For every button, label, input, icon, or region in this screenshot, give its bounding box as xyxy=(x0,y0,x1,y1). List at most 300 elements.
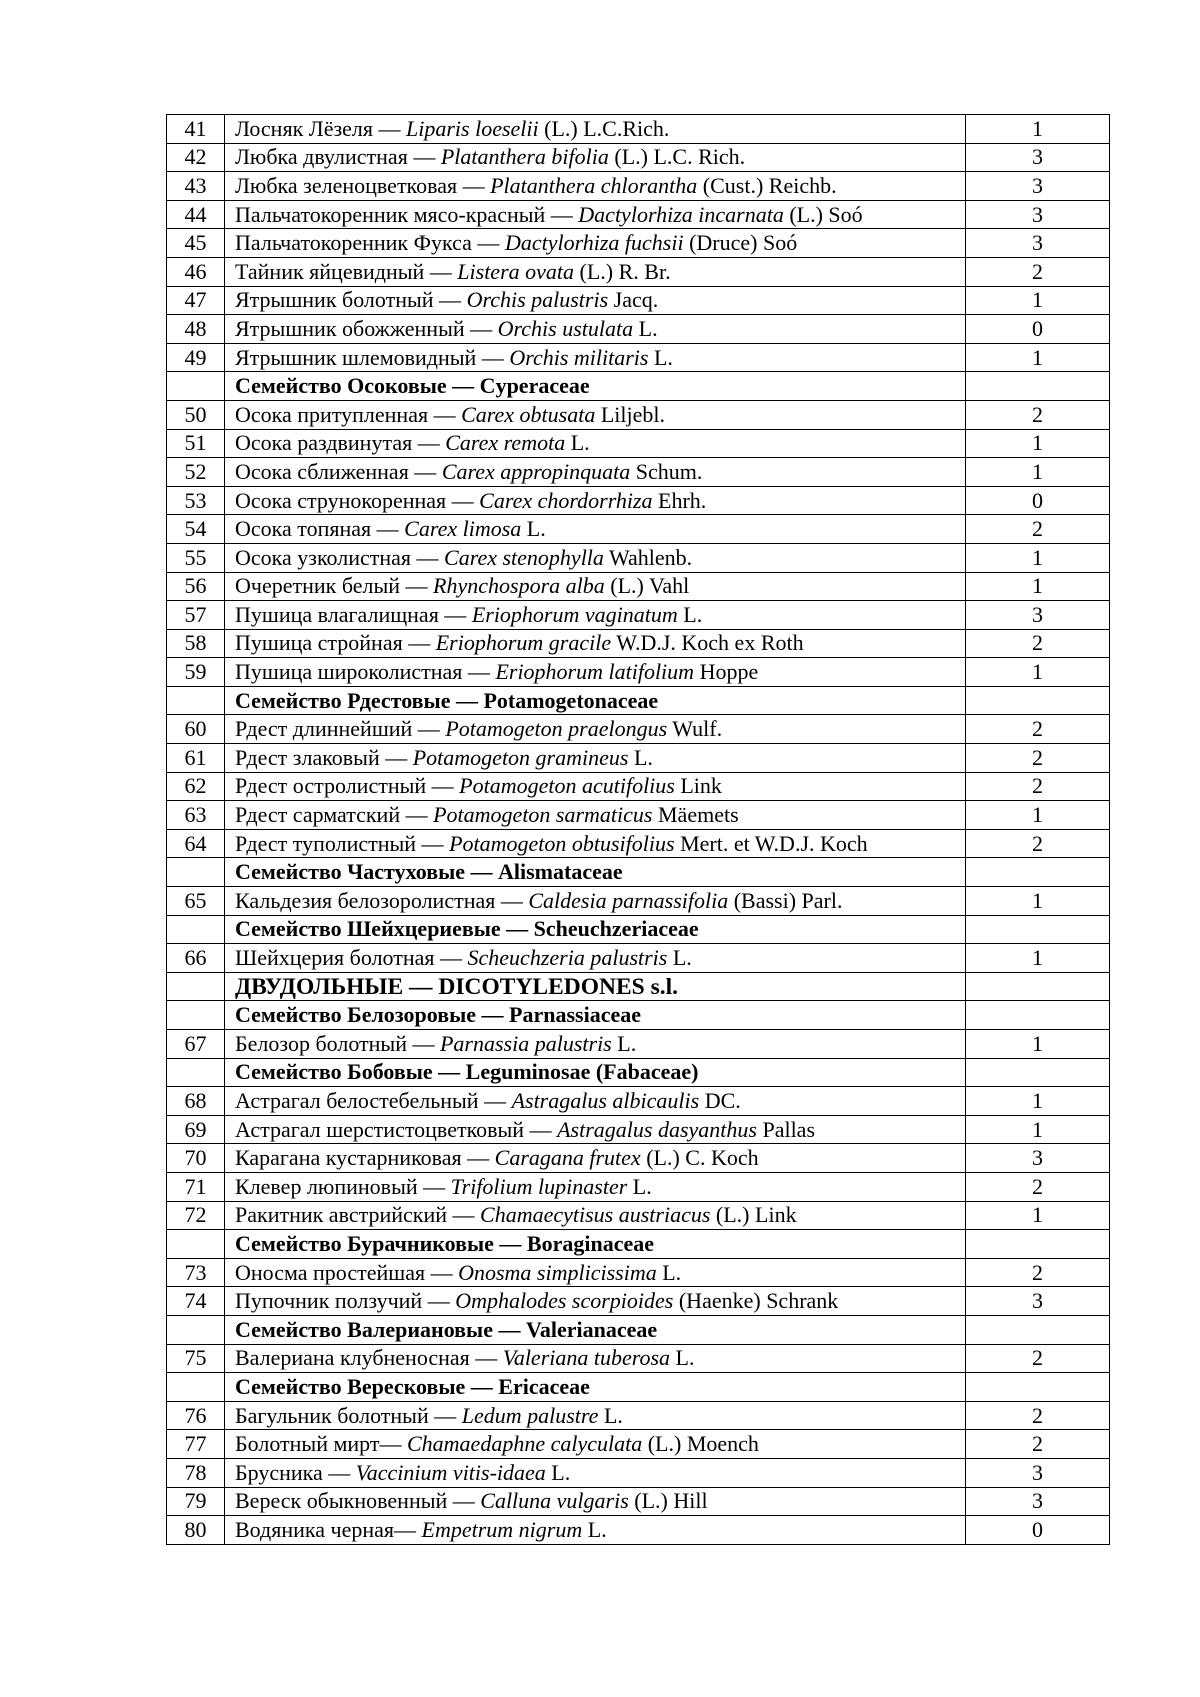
row-number-cell: 53 xyxy=(167,486,225,515)
row-number-cell: 67 xyxy=(167,1030,225,1059)
species-row xyxy=(167,601,1110,630)
row-number-cell: 45 xyxy=(167,229,225,258)
author-citation: L. xyxy=(667,945,692,971)
taxon-name-cell xyxy=(225,229,966,258)
species-row xyxy=(167,486,1110,515)
taxon-name-cell: Семейство Вересковые — Ericaceae xyxy=(225,1373,966,1402)
score-cell: 0 xyxy=(966,1516,1110,1545)
row-number-cell: 54 xyxy=(167,515,225,544)
row-number-cell xyxy=(167,915,225,944)
author-citation: L. xyxy=(670,1345,695,1371)
taxon-name-cell xyxy=(225,200,966,229)
score-cell xyxy=(966,1230,1110,1259)
score-cell: 1 xyxy=(966,343,1110,372)
row-number-cell xyxy=(167,972,225,1001)
taxon-name-cell xyxy=(225,829,966,858)
taxon-name-cell xyxy=(225,1516,966,1545)
row-number-cell: 78 xyxy=(167,1458,225,1487)
russian-name: Тайник яйцевидный — xyxy=(235,258,458,284)
latin-name: Dactylorhiza fuchsii xyxy=(504,230,684,256)
species-row xyxy=(167,1287,1110,1316)
taxon-name-cell xyxy=(225,1144,966,1173)
row-number-cell: 75 xyxy=(167,1344,225,1373)
taxon-name-cell xyxy=(225,658,966,687)
score-cell: 1 xyxy=(966,458,1110,487)
score-cell: 1 xyxy=(966,286,1110,315)
taxon-name-cell xyxy=(225,543,966,572)
taxon-name-cell: Семейство Белозоровые — Parnassiaceae xyxy=(225,1001,966,1030)
score-cell: 3 xyxy=(966,1144,1110,1173)
family-header-row xyxy=(167,1373,1110,1402)
author-citation: L. xyxy=(677,601,703,627)
species-table-body xyxy=(167,115,1110,1545)
author-citation: (L.) Moench xyxy=(642,1431,759,1457)
author-citation: L. xyxy=(648,344,673,370)
author-citation: L. xyxy=(611,1030,637,1056)
russian-name: Водяника черная— xyxy=(235,1516,422,1542)
russian-name: Ятрышник шлемовидный — xyxy=(235,344,510,370)
author-citation: Liljebl. xyxy=(595,401,665,427)
score-cell: 1 xyxy=(966,429,1110,458)
species-row xyxy=(167,658,1110,687)
russian-name: Пушица широколистная — xyxy=(235,659,496,685)
species-row xyxy=(167,944,1110,973)
latin-name: Caragana frutex xyxy=(494,1145,641,1171)
author-citation: L. xyxy=(582,1516,607,1542)
taxon-name-cell xyxy=(225,1201,966,1230)
row-number-cell: 69 xyxy=(167,1115,225,1144)
score-cell: 2 xyxy=(966,1430,1110,1459)
latin-name: Omphalodes scorpioides xyxy=(455,1288,674,1314)
latin-name: Carex obtusata xyxy=(461,401,596,427)
latin-name: Scheuchzeria palustris xyxy=(467,945,668,971)
score-cell: 2 xyxy=(966,829,1110,858)
taxon-name-cell: Семейство Частуховые — Alismataceae xyxy=(225,858,966,887)
author-citation: L. xyxy=(598,1402,623,1428)
row-number-cell xyxy=(167,372,225,401)
russian-name: Осока струнокоренная — xyxy=(235,487,480,513)
latin-name: Listera ovata xyxy=(457,258,575,284)
russian-name: Рдест туполистный — xyxy=(235,830,450,856)
species-row xyxy=(167,1087,1110,1116)
taxon-name-cell xyxy=(225,172,966,201)
russian-name: Оносма простейшая — xyxy=(235,1259,459,1285)
taxon-name-cell xyxy=(225,400,966,429)
row-number-cell: 47 xyxy=(167,286,225,315)
species-row xyxy=(167,887,1110,916)
species-row xyxy=(167,715,1110,744)
russian-name: Осока притупленная — xyxy=(235,401,462,427)
latin-name: Valeriana tuberosa xyxy=(502,1345,671,1371)
species-row xyxy=(167,744,1110,773)
score-cell: 1 xyxy=(966,658,1110,687)
taxon-name-cell xyxy=(225,429,966,458)
species-row xyxy=(167,1430,1110,1459)
latin-name: Astragalus albicaulis xyxy=(511,1087,700,1113)
taxon-name-cell xyxy=(225,115,966,144)
row-number-cell: 73 xyxy=(167,1258,225,1287)
row-number-cell xyxy=(167,1230,225,1259)
author-citation: (Haenke) Schrank xyxy=(673,1288,839,1314)
score-cell: 2 xyxy=(966,1172,1110,1201)
latin-name: Carex remota xyxy=(445,430,566,456)
species-row xyxy=(167,172,1110,201)
russian-name: Пальчатокоренник мясо-красный — xyxy=(235,201,579,227)
score-cell: 3 xyxy=(966,229,1110,258)
row-number-cell: 65 xyxy=(167,887,225,916)
taxon-name-cell xyxy=(225,772,966,801)
latin-name: Liparis loeselii xyxy=(406,115,539,141)
species-row xyxy=(167,1401,1110,1430)
species-table xyxy=(166,114,1110,1545)
taxon-name-cell xyxy=(225,1087,966,1116)
row-number-cell: 66 xyxy=(167,944,225,973)
author-citation: Link xyxy=(674,773,722,799)
latin-name: Potamogeton obtusifolius xyxy=(449,830,675,856)
species-row xyxy=(167,429,1110,458)
family-header-row xyxy=(167,1315,1110,1344)
author-citation: (L.) Link xyxy=(710,1202,797,1228)
score-cell: 3 xyxy=(966,1487,1110,1516)
score-cell: 2 xyxy=(966,715,1110,744)
taxon-name-cell xyxy=(225,315,966,344)
row-number-cell xyxy=(167,858,225,887)
score-cell: 2 xyxy=(966,772,1110,801)
score-cell xyxy=(966,1373,1110,1402)
author-citation: Mert. et W.D.J. Koch xyxy=(674,830,868,856)
russian-name: Брусника — xyxy=(235,1459,356,1485)
russian-name: Шейхцерия болотная — xyxy=(235,945,468,971)
taxon-name-cell xyxy=(225,1458,966,1487)
score-cell xyxy=(966,1001,1110,1030)
russian-name: Астрагал шерстистоцветковый — xyxy=(235,1116,558,1142)
taxon-name-cell xyxy=(225,715,966,744)
taxon-name-cell xyxy=(225,629,966,658)
row-number-cell xyxy=(167,1001,225,1030)
taxon-name-cell xyxy=(225,1115,966,1144)
author-citation: Hoppe xyxy=(694,659,759,685)
author-citation: L. xyxy=(633,315,658,341)
russian-name: Пальчатокоренник Фукса — xyxy=(235,230,505,256)
row-number-cell: 62 xyxy=(167,772,225,801)
taxon-name-cell xyxy=(225,744,966,773)
latin-name: Caldesia parnassifolia xyxy=(528,887,729,913)
row-number-cell: 70 xyxy=(167,1144,225,1173)
latin-name: Astragalus dasyanthus xyxy=(557,1116,757,1142)
score-cell: 2 xyxy=(966,629,1110,658)
latin-name: Potamogeton gramineus xyxy=(412,744,629,770)
russian-name: Любка двулистная — xyxy=(235,144,441,170)
score-cell: 2 xyxy=(966,1344,1110,1373)
row-number-cell: 44 xyxy=(167,200,225,229)
latin-name: Carex limosa xyxy=(404,516,522,542)
taxon-name-cell xyxy=(225,801,966,830)
row-number-cell: 55 xyxy=(167,543,225,572)
russian-name: Валериана клубненосная — xyxy=(235,1345,503,1371)
russian-name: Любка зеленоцветковая — xyxy=(235,172,491,198)
author-citation: Wulf. xyxy=(667,716,723,742)
author-citation: L. xyxy=(521,516,546,542)
score-cell xyxy=(966,915,1110,944)
class-header-row xyxy=(167,972,1110,1001)
species-row xyxy=(167,1344,1110,1373)
row-number-cell: 43 xyxy=(167,172,225,201)
row-number-cell xyxy=(167,686,225,715)
author-citation: L. xyxy=(627,1173,652,1199)
family-header-row xyxy=(167,686,1110,715)
latin-name: Dactylorhiza incarnata xyxy=(578,201,784,227)
latin-name: Carex appropinquata xyxy=(441,458,631,484)
latin-name: Eriophorum vaginatum xyxy=(471,601,678,627)
species-row xyxy=(167,115,1110,144)
author-citation: W.D.J. Koch ex Roth xyxy=(611,630,804,656)
species-row xyxy=(167,1458,1110,1487)
score-cell: 2 xyxy=(966,257,1110,286)
row-number-cell: 49 xyxy=(167,343,225,372)
russian-name: Рдест длиннейший — xyxy=(235,716,446,742)
author-citation: (L.) Vahl xyxy=(604,573,690,599)
score-cell: 2 xyxy=(966,515,1110,544)
russian-name: Ракитник австрийский — xyxy=(235,1202,481,1228)
row-number-cell: 50 xyxy=(167,400,225,429)
score-cell: 3 xyxy=(966,172,1110,201)
latin-name: Calluna vulgaris xyxy=(480,1488,629,1514)
species-row xyxy=(167,458,1110,487)
russian-name: Рдест остролистный — xyxy=(235,773,460,799)
row-number-cell: 74 xyxy=(167,1287,225,1316)
taxon-name-cell xyxy=(225,572,966,601)
russian-name: Ятрышник болотный — xyxy=(235,287,467,313)
species-row xyxy=(167,1030,1110,1059)
family-header-row xyxy=(167,1058,1110,1087)
score-cell: 3 xyxy=(966,601,1110,630)
row-number-cell: 42 xyxy=(167,143,225,172)
russian-name: Болотный мирт— xyxy=(235,1431,407,1457)
author-citation: Jacq. xyxy=(608,287,659,313)
russian-name: Осока топяная — xyxy=(235,516,405,542)
score-cell: 1 xyxy=(966,1201,1110,1230)
russian-name: Осока раздвинутая — xyxy=(235,430,446,456)
row-number-cell: 46 xyxy=(167,257,225,286)
species-row xyxy=(167,1516,1110,1545)
latin-name: Platanthera chlorantha xyxy=(490,172,698,198)
russian-name: Осока узколистная — xyxy=(235,544,445,570)
row-number-cell: 57 xyxy=(167,601,225,630)
latin-name: Carex stenophylla xyxy=(444,544,604,570)
latin-name: Orchis ustulata xyxy=(497,315,634,341)
species-row xyxy=(167,315,1110,344)
row-number-cell: 80 xyxy=(167,1516,225,1545)
species-row xyxy=(167,143,1110,172)
taxon-name-cell xyxy=(225,143,966,172)
score-cell xyxy=(966,858,1110,887)
taxon-name-cell: Семейство Бобовые — Leguminosae (Fabaceae) xyxy=(225,1058,966,1087)
row-number-cell: 51 xyxy=(167,429,225,458)
author-citation: (L.) C. Koch xyxy=(640,1145,759,1171)
family-header-row xyxy=(167,915,1110,944)
author-citation: Ehrh. xyxy=(652,487,707,513)
score-cell: 2 xyxy=(966,744,1110,773)
author-citation: Pallas xyxy=(756,1116,816,1142)
score-cell: 1 xyxy=(966,115,1110,144)
row-number-cell: 48 xyxy=(167,315,225,344)
author-citation: (Cust.) Reichb. xyxy=(697,172,837,198)
taxon-name-cell xyxy=(225,601,966,630)
russian-name: Астрагал белостебельный — xyxy=(235,1087,512,1113)
latin-name: Empetrum nigrum xyxy=(421,1516,583,1542)
document-page xyxy=(166,114,1109,1545)
author-citation: L. xyxy=(545,1459,571,1485)
russian-name: Багульник болотный — xyxy=(235,1402,462,1428)
family-header-row xyxy=(167,1001,1110,1030)
row-number-cell: 63 xyxy=(167,801,225,830)
author-citation: L. xyxy=(565,430,590,456)
score-cell xyxy=(966,372,1110,401)
row-number-cell: 52 xyxy=(167,458,225,487)
taxon-name-cell xyxy=(225,515,966,544)
row-number-cell: 58 xyxy=(167,629,225,658)
score-cell: 1 xyxy=(966,1030,1110,1059)
row-number-cell: 76 xyxy=(167,1401,225,1430)
score-cell xyxy=(966,1058,1110,1087)
species-row xyxy=(167,343,1110,372)
taxon-name-cell xyxy=(225,1258,966,1287)
species-row xyxy=(167,629,1110,658)
row-number-cell: 41 xyxy=(167,115,225,144)
row-number-cell: 77 xyxy=(167,1430,225,1459)
latin-name: Potamogeton sarmaticus xyxy=(433,802,653,828)
row-number-cell: 64 xyxy=(167,829,225,858)
species-row xyxy=(167,772,1110,801)
taxon-name-cell: Семейство Осоковые — Cyperaceae xyxy=(225,372,966,401)
taxon-name-cell xyxy=(225,1287,966,1316)
score-cell: 0 xyxy=(966,315,1110,344)
russian-name: Рдест злаковый — xyxy=(235,744,413,770)
latin-name: Chamaedaphne calyculata xyxy=(407,1431,643,1457)
species-row xyxy=(167,1487,1110,1516)
author-citation: (Druce) Soó xyxy=(683,230,798,256)
author-citation: L. xyxy=(628,744,653,770)
latin-name: Orchis palustris xyxy=(466,287,609,313)
russian-name: Пушица стройная — xyxy=(235,630,436,656)
russian-name: Ятрышник обожженный — xyxy=(235,315,498,341)
russian-name: Пупочник ползучий — xyxy=(235,1288,456,1314)
score-cell xyxy=(966,686,1110,715)
author-citation: Schum. xyxy=(630,458,703,484)
taxon-name-cell xyxy=(225,486,966,515)
latin-name: Potamogeton acutifolius xyxy=(459,773,675,799)
species-row xyxy=(167,1201,1110,1230)
author-citation: DC. xyxy=(699,1087,741,1113)
russian-name: Осока сближенная — xyxy=(235,458,442,484)
latin-name: Chamaecytisus austriacus xyxy=(480,1202,711,1228)
russian-name: Карагана кустарниковая — xyxy=(235,1145,495,1171)
score-cell: 0 xyxy=(966,486,1110,515)
score-cell: 3 xyxy=(966,143,1110,172)
taxon-name-cell xyxy=(225,257,966,286)
author-citation: (L.) L.C.Rich. xyxy=(538,115,670,141)
family-header-row xyxy=(167,372,1110,401)
species-row xyxy=(167,829,1110,858)
species-row xyxy=(167,515,1110,544)
latin-name: Vaccinium vitis-idaea xyxy=(355,1459,546,1485)
latin-name: Trifolium lupinaster xyxy=(450,1173,628,1199)
species-row xyxy=(167,400,1110,429)
latin-name: Eriophorum latifolium xyxy=(495,659,695,685)
score-cell: 1 xyxy=(966,801,1110,830)
row-number-cell: 56 xyxy=(167,572,225,601)
latin-name: Rhynchospora alba xyxy=(433,573,605,599)
taxon-name-cell xyxy=(225,1430,966,1459)
species-row xyxy=(167,543,1110,572)
taxon-name-cell: Семейство Валериановые — Valerianaceae xyxy=(225,1315,966,1344)
latin-name: Orchis militaris xyxy=(509,344,649,370)
score-cell: 3 xyxy=(966,1458,1110,1487)
taxon-name-cell: ДВУДОЛЬНЫЕ — DICOTYLEDONES s.l. xyxy=(225,972,966,1001)
taxon-name-cell xyxy=(225,458,966,487)
species-row xyxy=(167,257,1110,286)
score-cell: 1 xyxy=(966,1115,1110,1144)
russian-name: Белозор болотный — xyxy=(235,1030,440,1056)
score-cell: 1 xyxy=(966,543,1110,572)
russian-name: Клевер люпиновый — xyxy=(235,1173,451,1199)
row-number-cell: 61 xyxy=(167,744,225,773)
taxon-name-cell xyxy=(225,1401,966,1430)
row-number-cell: 71 xyxy=(167,1172,225,1201)
author-citation: L. xyxy=(656,1259,682,1285)
score-cell: 1 xyxy=(966,887,1110,916)
score-cell: 3 xyxy=(966,1287,1110,1316)
taxon-name-cell xyxy=(225,1172,966,1201)
taxon-name-cell xyxy=(225,1487,966,1516)
row-number-cell: 68 xyxy=(167,1087,225,1116)
score-cell xyxy=(966,972,1110,1001)
row-number-cell: 72 xyxy=(167,1201,225,1230)
species-row xyxy=(167,1144,1110,1173)
author-citation: (L.) Hill xyxy=(628,1488,708,1514)
taxon-name-cell xyxy=(225,1030,966,1059)
row-number-cell: 60 xyxy=(167,715,225,744)
taxon-name-cell xyxy=(225,286,966,315)
latin-name: Carex chordorrhiza xyxy=(479,487,653,513)
species-row xyxy=(167,1115,1110,1144)
taxon-name-cell: Семейство Бурачниковые — Boraginaceae xyxy=(225,1230,966,1259)
family-header-row xyxy=(167,1230,1110,1259)
latin-name: Onosma simplicissima xyxy=(458,1259,657,1285)
species-row xyxy=(167,286,1110,315)
species-row xyxy=(167,1172,1110,1201)
taxon-name-cell: Семейство Шейхцериевые — Scheuchzeriaceae xyxy=(225,915,966,944)
row-number-cell: 59 xyxy=(167,658,225,687)
russian-name: Пушица влагалищная — xyxy=(235,601,472,627)
russian-name: Рдест сарматский — xyxy=(235,802,434,828)
latin-name: Parnassia palustris xyxy=(439,1030,612,1056)
author-citation: Wahlenb. xyxy=(603,544,693,570)
taxon-name-cell: Семейство Рдестовые — Potamogetonaceae xyxy=(225,686,966,715)
family-header-row xyxy=(167,858,1110,887)
taxon-name-cell xyxy=(225,343,966,372)
author-citation: (Bassi) Parl. xyxy=(728,887,843,913)
score-cell: 1 xyxy=(966,1087,1110,1116)
latin-name: Platanthera bifolia xyxy=(440,144,609,170)
latin-name: Potamogeton praelongus xyxy=(445,716,668,742)
latin-name: Ledum palustre xyxy=(461,1402,599,1428)
species-row xyxy=(167,572,1110,601)
row-number-cell xyxy=(167,1058,225,1087)
row-number-cell xyxy=(167,1373,225,1402)
row-number-cell xyxy=(167,1315,225,1344)
score-cell: 2 xyxy=(966,1258,1110,1287)
